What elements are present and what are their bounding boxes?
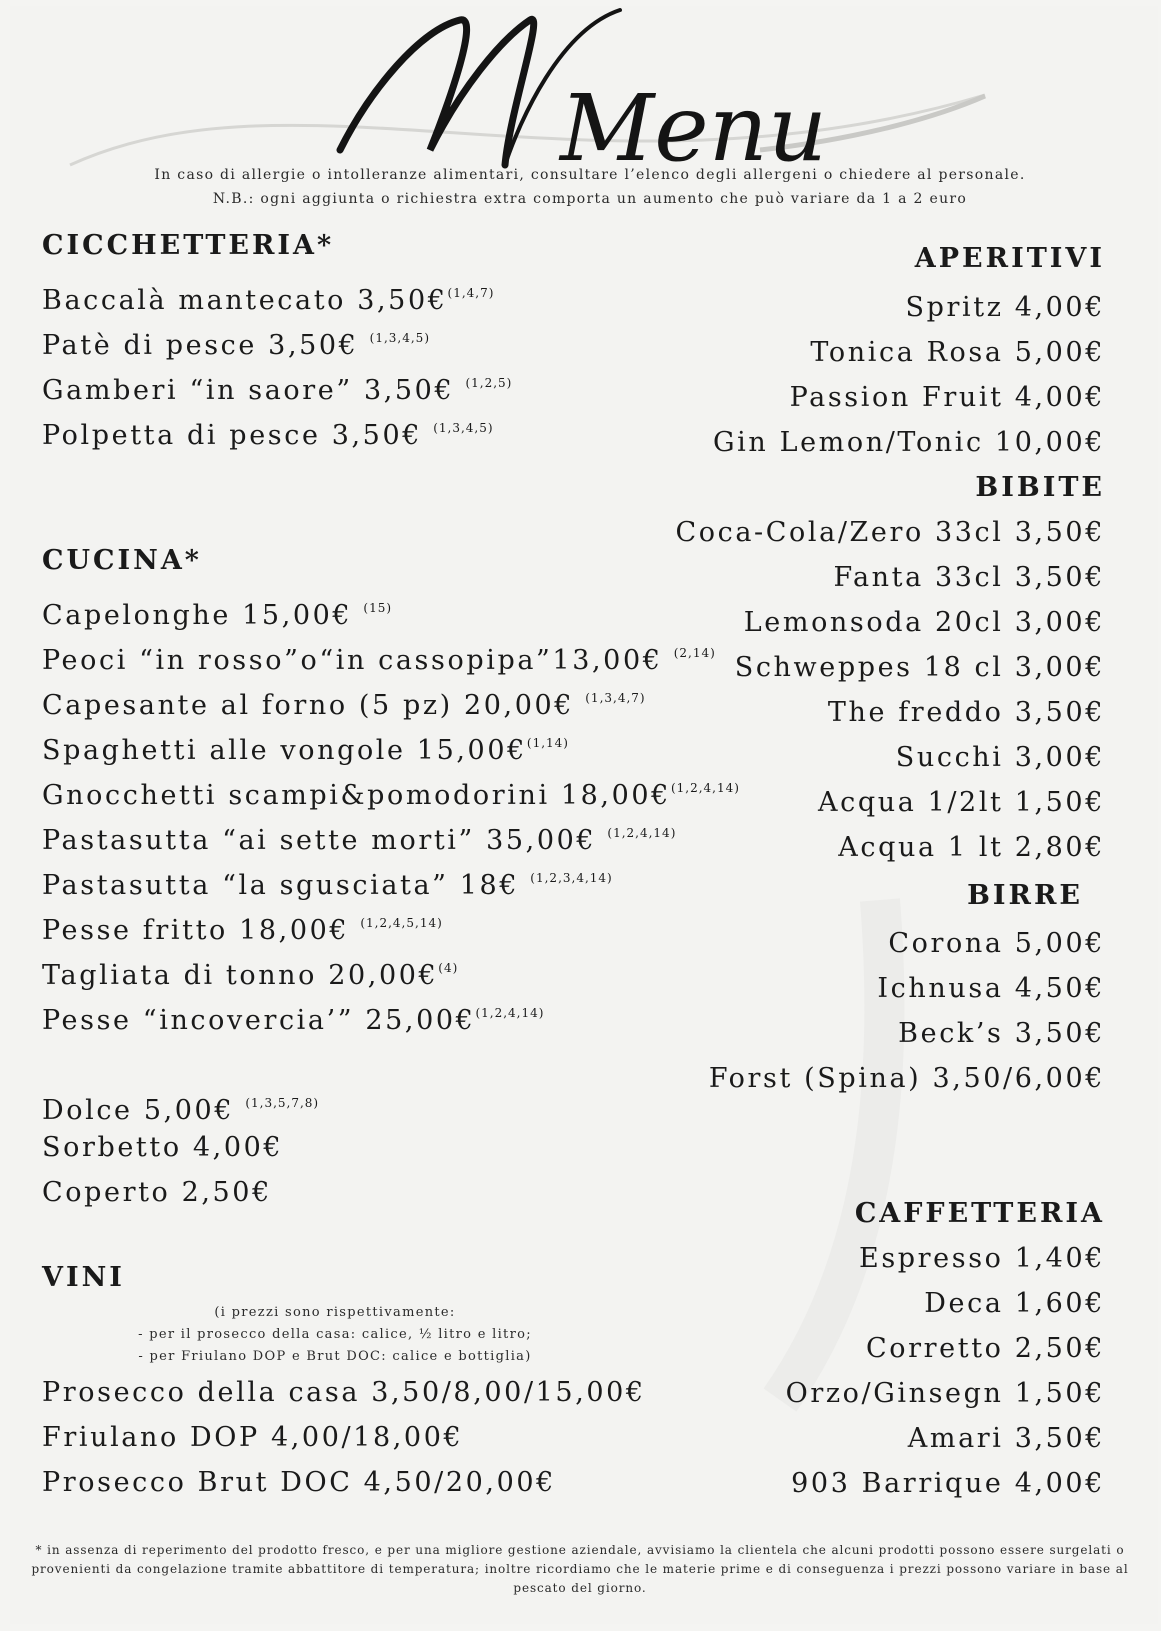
wine-item: Friulano DOP 4,00/18,00€ [42, 1422, 464, 1453]
menu-item: Capesante al forno (5 pz) 20,00€ $^{(1,3,4,7)}$ [42, 690, 646, 721]
cucina-heading: CUCINA* [42, 545, 202, 576]
menu-item: Coperto 2,50€ [42, 1177, 272, 1208]
menu-item: Acqua 1/2lt 1,50€ [818, 787, 1105, 818]
wine-item: Prosecco Brut DOC 4,50/20,00€ [42, 1467, 556, 1498]
vini-heading: VINI [42, 1262, 125, 1293]
menu-title [330, 0, 850, 185]
menu-item: Capelonghe 15,00€ $^{(15)}$ [42, 600, 393, 631]
allergy-note: In caso di allergie o intolleranze alimentari, consultare l’elenco degli allergeni o chiedere al personale. [154, 167, 1026, 183]
menu-item: Ichnusa 4,50€ [877, 973, 1105, 1004]
caffetteria-heading: CAFFETTERIA [854, 1198, 1105, 1229]
menu-item: Passion Fruit 4,00€ [789, 382, 1105, 413]
menu-item: Baccalà mantecato 3,50€$^{(1,4,7)}$ [42, 285, 495, 316]
vini-note-line: (i prezzi sono rispettivamente: [214, 1305, 456, 1320]
menu-item: Tonica Rosa 5,00€ [810, 337, 1105, 368]
menu-item: Sorbetto 4,00€ [42, 1132, 284, 1163]
menu-item: Corretto 2,50€ [866, 1333, 1105, 1364]
menu-item: Forst (Spina) 3,50/6,00€ [708, 1063, 1105, 1094]
menu-item: Deca 1,60€ [924, 1288, 1105, 1319]
menu-item: Spritz 4,00€ [905, 292, 1105, 323]
menu-item: Espresso 1,40€ [859, 1243, 1105, 1274]
wine-item: Prosecco della casa 3,50/8,00/15,00€ [42, 1377, 646, 1408]
menu-item: Succhi 3,00€ [895, 742, 1105, 773]
menu-item: Lemonsoda 20cl 3,00€ [743, 607, 1105, 638]
bibite-heading: BIBITE [975, 472, 1105, 503]
menu-item: Orzo/Ginsegn 1,50€ [785, 1378, 1105, 1409]
menu-item: Polpetta di pesce 3,50€ $^{(1,3,4,5)}$ [42, 420, 494, 451]
menu-item: Tagliata di tonno 20,00€$^{(4)}$ [42, 960, 459, 991]
menu-item: Gin Lemon/Tonic 10,00€ [713, 427, 1105, 458]
menu-item: Acqua 1 lt 2,80€ [838, 832, 1105, 863]
menu-item: 903 Barrique 4,00€ [791, 1468, 1105, 1499]
menu-item: Amari 3,50€ [907, 1423, 1105, 1454]
birre-heading: BIRRE [967, 880, 1083, 911]
menu-item: Gnocchetti scampi&pomodorini 18,00€$^{(1,2,4,14)}$ [42, 780, 740, 811]
aperitivi-heading: APERITIVI [914, 243, 1105, 274]
menu-item: Peoci “in rosso”o“in cassopipa”13,00€ $^{(2,14)}$ [42, 645, 716, 676]
menu-item: Patè di pesce 3,50€ $^{(1,3,4,5)}$ [42, 330, 431, 361]
menu-item: Spaghetti alle vongole 15,00€$^{(1,14)}$ [42, 735, 569, 766]
menu-item: Schweppes 18 cl 3,00€ [734, 652, 1105, 683]
vini-note-line: - per Friulano DOP e Brut DOC: calice e bottiglia) [138, 1349, 532, 1364]
footnote: * in assenza di reperimento del prodotto fresco, e per una migliore gestione aziendale, avvisiamo la clientela che alcuni prodotti possono essere surgelati o provenienti da congelazione tramite abbattitore di temperatura; inoltre ricordiamo che le materie prime e di conseguenza i prezzi possono variare in base al pescato del giorno. [31, 1543, 1129, 1595]
menu-item: Coca-Cola/Zero 33cl 3,50€ [675, 517, 1105, 548]
menu-item: Pesse fritto 18,00€ $^{(1,2,4,5,14)}$ [42, 915, 443, 946]
menu-title-label: Menu [560, 75, 828, 182]
menu-item: Beck’s 3,50€ [898, 1018, 1105, 1049]
menu-item: Pesse “incovercia’” 25,00€$^{(1,2,4,14)}$ [42, 1005, 545, 1036]
menu-item: Gamberi “in saore” 3,50€ $^{(1,2,5)}$ [42, 375, 513, 406]
menu-item: Dolce 5,00€ $^{(1,3,5,7,8)}$ [42, 1095, 320, 1126]
menu-item: Fanta 33cl 3,50€ [833, 562, 1105, 593]
menu-item: Pastasutta “la sgusciata” 18€ $^{(1,2,3,4,14)}$ [42, 870, 613, 901]
menu-item: Corona 5,00€ [888, 928, 1105, 959]
cicchetteria-heading: CICCHETTERIA* [42, 230, 335, 261]
menu-item: Pastasutta “ai sette morti” 35,00€ $^{(1,2,4,14)}$ [42, 825, 677, 856]
vini-note-line: - per il prosecco della casa: calice, ½ litro e litro; [138, 1327, 532, 1342]
extra-note: N.B.: ogni aggiunta o richiestra extra comporta un aumento che può variare da 1 a 2 euro [212, 191, 968, 207]
menu-item: The freddo 3,50€ [827, 697, 1105, 728]
